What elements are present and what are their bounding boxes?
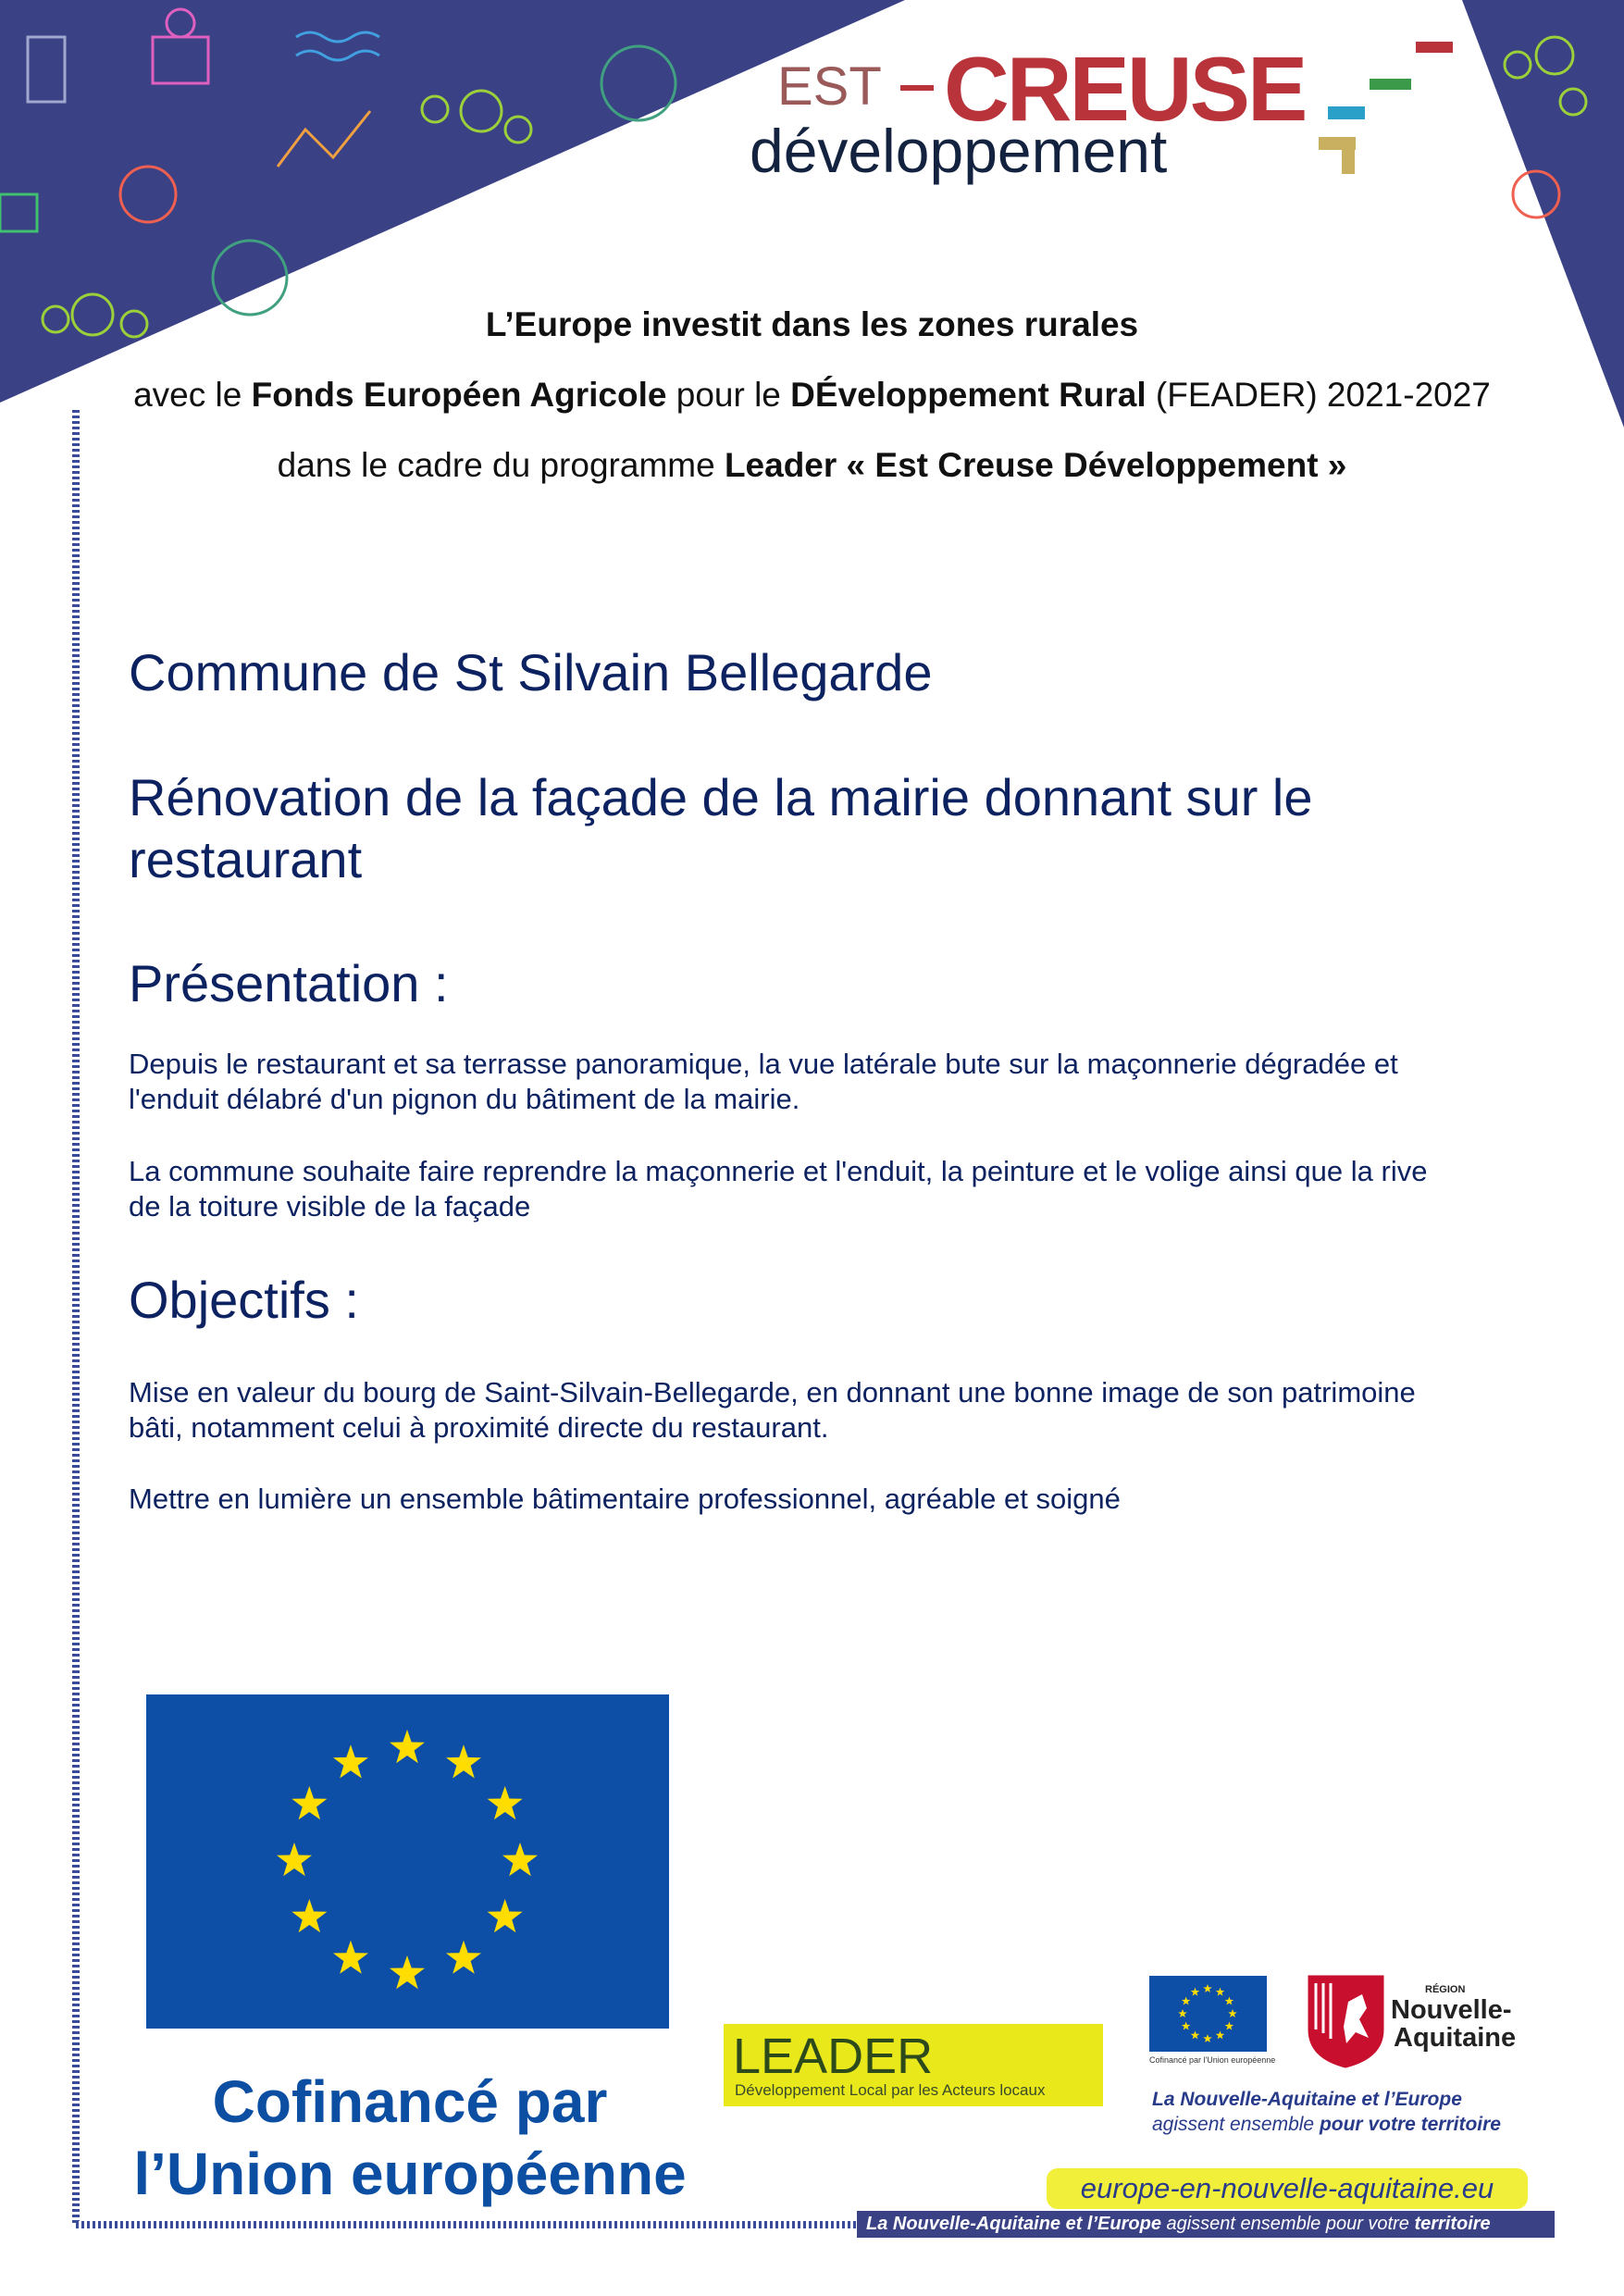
logo-mark-blue xyxy=(1328,106,1365,119)
project-title-line: Rénovation de la façade de la mairie donnant sur le xyxy=(129,768,1313,826)
objectifs-heading: Objectifs : xyxy=(129,1271,359,1329)
eu-small-caption: Cofinancé par l'Union européenne xyxy=(1149,2055,1276,2065)
header-text-segment: Leader « Est Creuse Développement » xyxy=(724,446,1347,484)
header-text-segment: L’Europe investit dans les zones rurales xyxy=(485,305,1139,343)
header-text-segment: dans le cadre du programme xyxy=(277,446,725,484)
header-text-segment: (FEADER) 2021-2027 xyxy=(1146,376,1491,414)
region-name: Nouvelle- xyxy=(1391,1995,1512,2025)
logo-creuse: CREUSE xyxy=(944,38,1306,140)
logo-arrow-icon xyxy=(900,85,934,91)
leader-title: LEADER xyxy=(733,2029,934,2084)
header-text-segment: pour le xyxy=(666,376,791,414)
logo-developpement: développement xyxy=(750,117,1168,185)
region-label: RÉGION xyxy=(1425,1984,1466,1995)
logo-mark-red xyxy=(1416,42,1453,53)
left-dotted-border xyxy=(72,410,80,2226)
presentation-heading: Présentation : xyxy=(129,954,449,1012)
header-line-3 xyxy=(0,446,1624,485)
eu-flag xyxy=(146,1694,669,2029)
presentation-paragraph: La commune souhaite faire reprendre la maçonnerie et l'enduit, la peinture et le volige ainsi que la rive de la toiture visible de la façade xyxy=(129,1155,1428,1222)
logo-mark-green xyxy=(1370,79,1411,90)
project-title-line: restaurant xyxy=(129,830,363,888)
region-name: Aquitaine xyxy=(1394,2023,1517,2053)
website-link[interactable]: europe-en-nouvelle-aquitaine.eu xyxy=(1047,2168,1528,2209)
region-slogan: La Nouvelle-Aquitaine et l’Europe agissent ensemble pour votre territoire xyxy=(1152,2089,1501,2135)
nouvelle-aquitaine-shield-icon xyxy=(1307,1974,1385,2068)
est-creuse-logo xyxy=(750,37,1471,194)
logo-est: EST xyxy=(777,56,882,117)
objectifs-paragraph: Mettre en lumière un ensemble bâtimentaire professionnel, agréable et soigné xyxy=(129,1483,1121,1515)
header-text-segment: DÉveloppement Rural xyxy=(790,376,1147,414)
header-text-segment: Fonds Européen Agricole xyxy=(251,376,667,414)
leader-logo xyxy=(724,2024,1103,2106)
footer-slogan-bar: La Nouvelle-Aquitaine et l’Europe agissent ensemble pour votre territoire xyxy=(857,2211,1555,2238)
bottom-dotted-border xyxy=(76,2221,859,2228)
objectifs-paragraph: Mise en valeur du bourg de Saint-Silvain-Bellegarde, en donnant une bonne image de son patrimoine bâti, notamment celui à proximité directe du restaurant. xyxy=(129,1376,1416,1444)
presentation-paragraph: Depuis le restaurant et sa terrasse panoramique, la vue latérale bute sur la maçonnerie dégradée et l'enduit délabré d'un pignon du bâtiment de la mairie. xyxy=(129,1048,1398,1115)
leader-subtitle: Développement Local par les Acteurs locaux xyxy=(735,2081,1046,2099)
cofinance-line: l’Union européenne xyxy=(133,2141,687,2207)
commune-title: Commune de St Silvain Bellegarde xyxy=(129,643,933,701)
header-text-segment: avec le xyxy=(133,376,252,414)
cofinance-line: Cofinancé par xyxy=(212,2068,608,2135)
header-line-1 xyxy=(0,305,1624,344)
eu-flag-small xyxy=(1149,1976,1267,2052)
header-line-2 xyxy=(0,376,1624,415)
logo-mark-gold-stem xyxy=(1342,137,1355,174)
